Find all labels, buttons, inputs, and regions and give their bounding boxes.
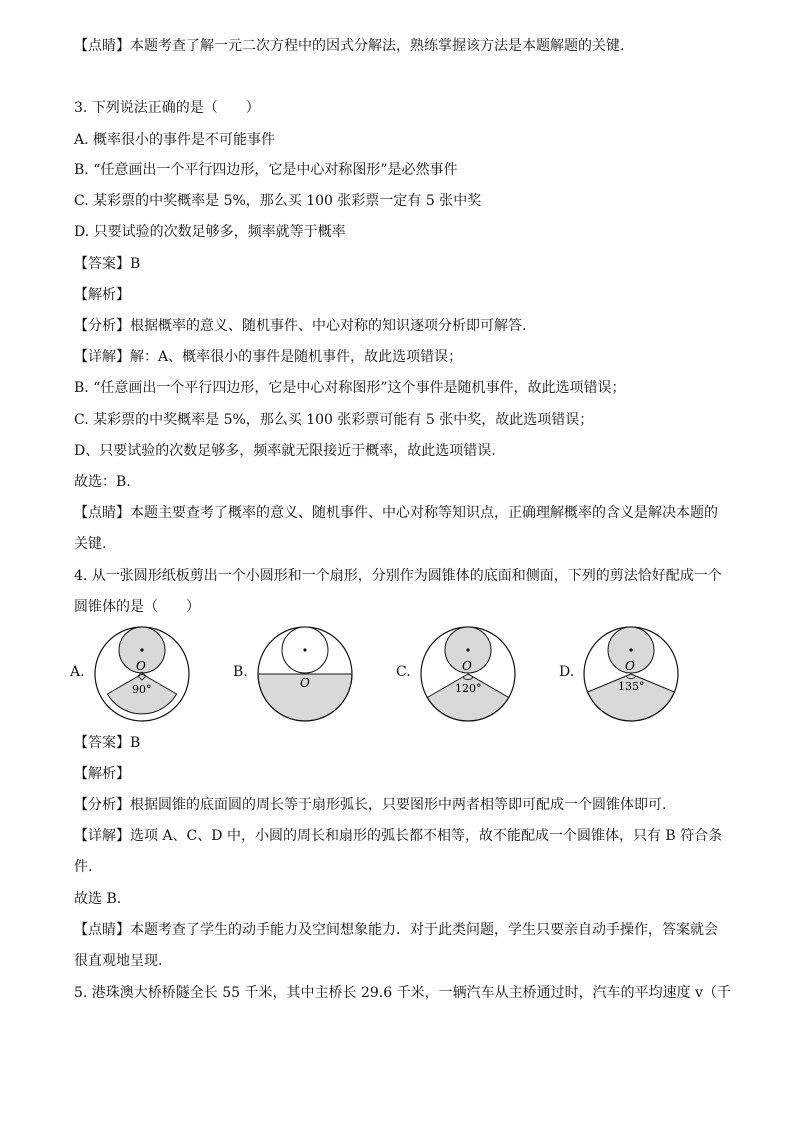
q3-option-b: B. “任意画出一个平行四边形，它是中心对称图形”是必然事件 — [74, 162, 458, 178]
figure-c-label: C. — [396, 664, 411, 680]
figure-b-label: B. — [233, 664, 248, 680]
q4-detail: 【详解】选项 A、C、D 中，小圆的周长和扇形的弧长都不相等，故不能配成一个圆锥体，只有 B 符合条 — [74, 828, 723, 844]
figure-c — [396, 624, 546, 724]
q3-answer: 【答案】B — [74, 256, 141, 272]
q3-option-a: A. 概率很小的事件是不可能事件 — [74, 132, 276, 148]
figure-b-center-label: O — [300, 676, 310, 690]
q3-detail-b: B. “任意画出一个平行四边形，它是中心对称图形”这个事件是随机事件，故此选项错误； — [74, 380, 626, 396]
q3-detail-c: C. 某彩票的中奖概率是 5%，那么买 100 张彩票可能有 5 张中奖，故此选项错误； — [74, 412, 594, 428]
figure-a-center-label: O — [136, 659, 146, 673]
q4-detail-cont: 件. — [74, 859, 93, 875]
figure-a-angle-label: 90° — [132, 683, 152, 696]
key-point-prev: 【点睛】本题考查了解一元二次方程中的因式分解法，熟练掌握该方法是本题解题的关键. — [74, 38, 625, 54]
q3-key-point: 【点睛】本题主要查考了概率的意义、随机事件、中心对称等知识点，正确理解概率的含义是解决本题的 — [74, 505, 718, 521]
figure-d — [559, 624, 709, 724]
figure-d-label: D. — [559, 664, 575, 680]
figure-d-center-label: O — [625, 659, 635, 673]
figure-a-label: A. — [70, 664, 85, 680]
q4-figures — [70, 624, 730, 724]
q4-answer: 【答案】B — [74, 735, 141, 751]
q4-choice: 故选 B. — [74, 891, 122, 907]
q3-option-c: C. 某彩票的中奖概率是 5%，那么买 100 张彩票一定有 5 张中奖 — [74, 193, 482, 209]
q3-option-d: D. 只要试验的次数足够多，频率就等于概率 — [74, 224, 346, 240]
q4-key-point-cont: 很直观地呈现. — [74, 953, 163, 969]
figure-a-diagram — [92, 624, 192, 724]
q4-analysis: 【分析】根据圆锥的底面圆的周长等于扇形弧长，只要图形中两者相等即可配成一个圆锥体即可. — [74, 797, 667, 813]
question-5-stem: 5. 港珠澳大桥桥隧全长 55 千米，其中主桥长 29.6 千米，一辆汽车从主桥通过时，汽车的平均速度 v（千 — [74, 985, 731, 1001]
q3-key-point-cont: 关键. — [74, 536, 107, 552]
figure-b-diagram — [255, 624, 355, 724]
figure-c-angle-label: 120° — [455, 682, 482, 695]
figure-d-angle-label: 135° — [618, 680, 645, 693]
q3-detail-a: 【详解】解：A、概率很小的事件是随机事件，故此选项错误； — [74, 349, 463, 365]
q4-analysis-heading: 【解析】 — [74, 766, 130, 782]
question-4-stem: 4. 从一张圆形纸板剪出一个小圆形和一个扇形，分别作为圆锥体的底面和侧面，下列的剪法恰好配成一个 — [74, 568, 722, 584]
figure-c-diagram — [418, 624, 518, 724]
question-4-stem-cont: 圆锥体的是（ ） — [74, 599, 200, 615]
q3-choice: 故选：B. — [74, 474, 131, 490]
q3-detail-d: D、只要试验的次数足够多，频率就无限接近于概率，故此选项错误. — [74, 443, 496, 459]
q3-analysis: 【分析】根据概率的意义、随机事件、中心对称的知识逐项分析即可解答. — [74, 318, 527, 334]
q3-analysis-heading: 【解析】 — [74, 287, 130, 303]
figure-d-diagram — [581, 624, 681, 724]
figure-b — [233, 624, 383, 724]
figure-c-center-label: O — [462, 659, 472, 673]
question-3-stem: 3. 下列说法正确的是（ ） — [74, 100, 260, 116]
figure-a — [70, 624, 220, 724]
q4-key-point: 【点睛】本题考查了学生的动手能力及空间想象能力．对于此类问题，学生只要亲自动手操作，答案就会 — [74, 922, 718, 938]
